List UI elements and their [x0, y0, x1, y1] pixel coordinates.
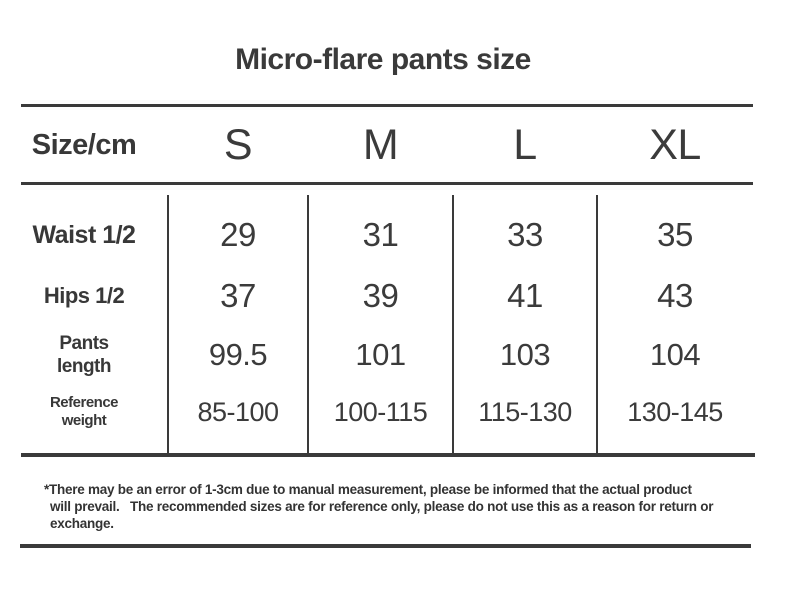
hips-value-m: 39: [362, 277, 399, 314]
note-text: There may be an error of 1-3cm due to manual measurement, please be informed that the actual product: [49, 482, 692, 497]
note-line-1: [44, 481, 764, 498]
row-label-line: length: [57, 356, 111, 377]
divider-below-table: [21, 453, 755, 457]
waist-value-m: 31: [362, 216, 399, 253]
note-line-2: will prevail. The recommended sizes are for reference only, please do not use this as a reason for return or: [50, 499, 714, 514]
reference-weight-value-m: 100-115: [333, 396, 428, 427]
column-header-l: L: [513, 120, 537, 169]
row-label-reference-weight: [50, 394, 118, 430]
reference-weight-value-l: 115-130: [478, 396, 572, 427]
waist-value-s: 29: [220, 216, 256, 253]
row-label-line: Reference: [49, 394, 119, 411]
pants-length-value-s: 99.5: [208, 337, 268, 372]
row-label-line: Hips 1/2: [43, 283, 125, 308]
pants-length-value-xl: 104: [649, 337, 701, 372]
row-label-line: weight: [61, 412, 107, 429]
page-title: Micro-flare pants size: [235, 43, 531, 76]
table-row-hips: [0, 270, 753, 322]
note-line-3: exchange.: [50, 516, 114, 531]
asterisk-icon: *: [44, 482, 50, 497]
hips-value-xl: 43: [657, 277, 693, 314]
hips-value-l: 41: [507, 277, 543, 314]
waist-value-l: 33: [507, 216, 543, 253]
table-row-waist: [0, 200, 753, 270]
row-label-line: Pants: [59, 333, 109, 354]
row-label-waist: [33, 221, 136, 250]
column-header-xl: XL: [649, 120, 701, 169]
table-row-pants-length: [0, 322, 753, 388]
row-label-pants-length: [57, 332, 111, 378]
waist-value-xl: 35: [657, 216, 693, 253]
column-header-s: S: [223, 120, 253, 169]
divider-below-header: [21, 182, 753, 185]
row-label-hips: [44, 283, 124, 309]
divider-bottom: [20, 544, 751, 548]
reference-weight-value-s: 85-100: [197, 396, 279, 427]
measurement-note: [44, 481, 764, 532]
divider-below-title: [21, 104, 753, 107]
column-header-size-cm: Size/cm: [31, 128, 137, 161]
column-header-m: M: [362, 120, 399, 169]
pants-length-value-l: 103: [499, 337, 551, 372]
row-label-line: Waist 1/2: [32, 220, 136, 249]
reference-weight-value-xl: 130-145: [627, 396, 723, 427]
hips-value-s: 37: [220, 277, 256, 314]
pants-length-value-m: 101: [355, 337, 406, 372]
table-row-reference-weight: [0, 384, 753, 440]
table-header-row: [0, 112, 753, 178]
